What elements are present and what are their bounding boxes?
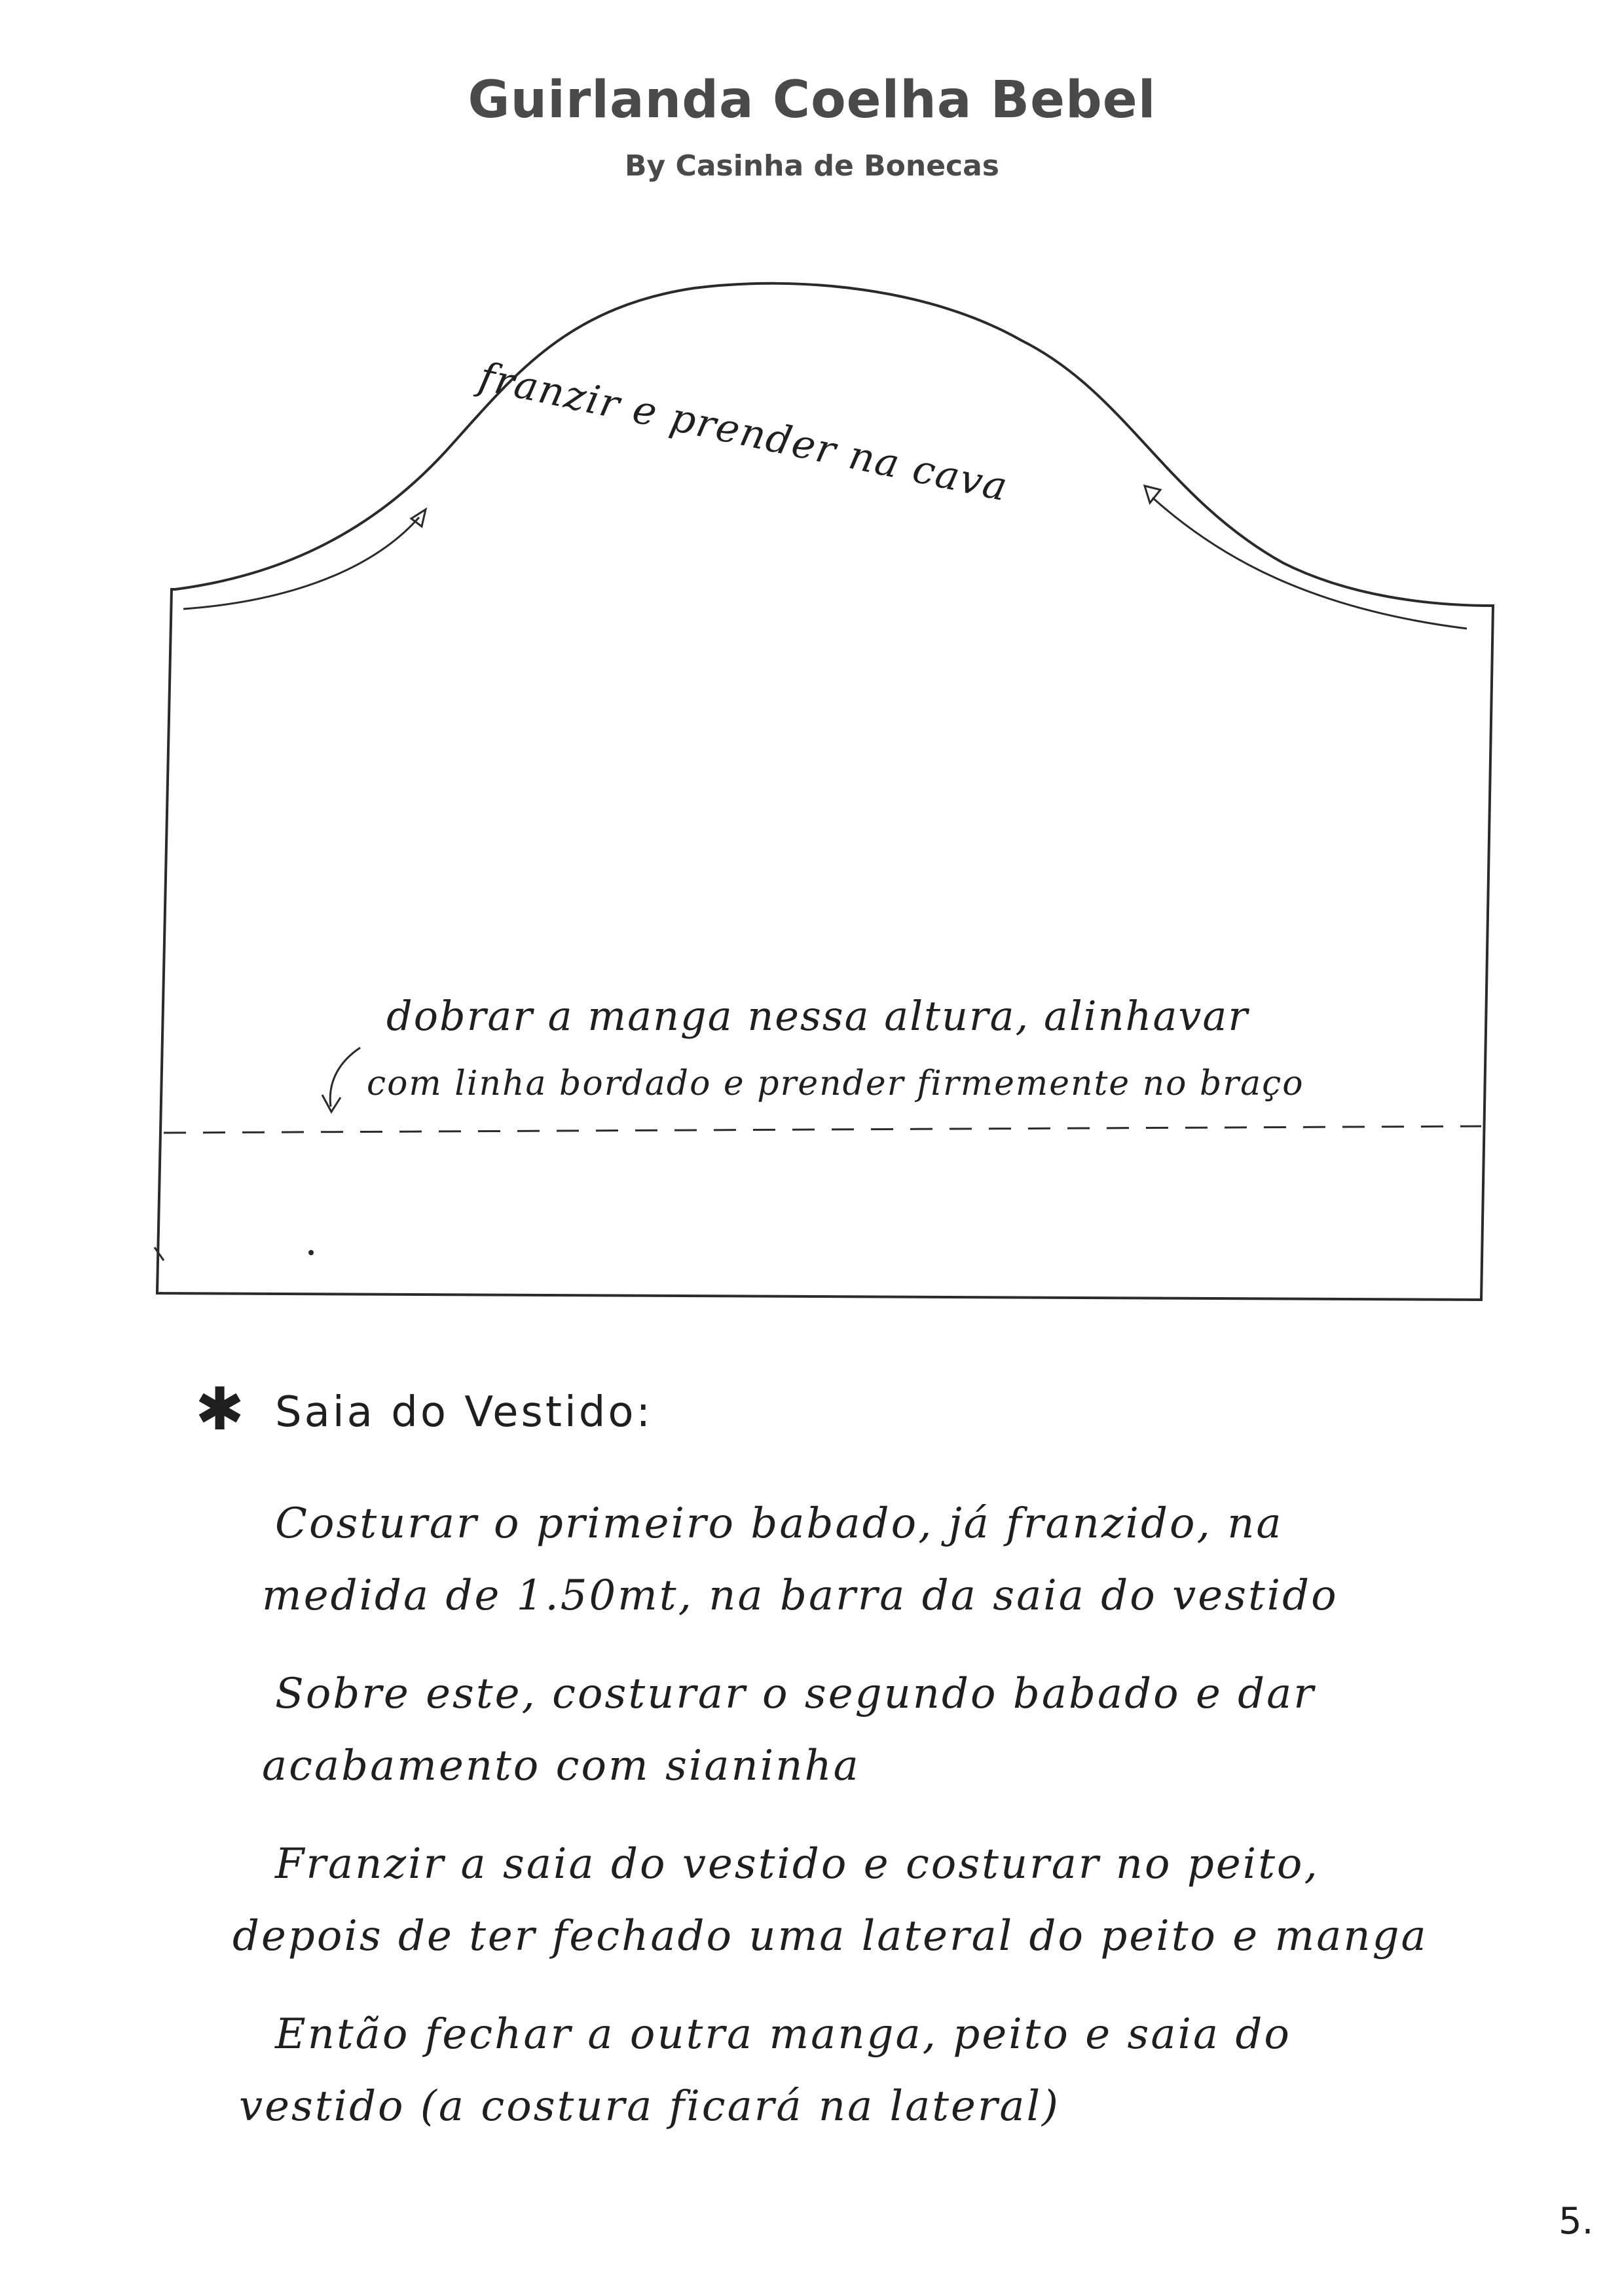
- instruction-3-line2: depois de ter fechado uma lateral do peito e manga: [232, 1912, 1428, 1960]
- instruction-4-line1: Então fechar a outra manga, peito e saia do: [275, 2010, 1291, 2059]
- instruction-2-line2: acabamento com sianinha: [262, 1742, 860, 1790]
- fold-dashed-line: [164, 1126, 1481, 1133]
- instruction-3-line1: Franzir a saia do vestido e costurar no peito,: [275, 1840, 1320, 1888]
- gather-note: franzir e prender na cava: [475, 354, 1012, 511]
- instructions-heading: Saia do Vestido:: [275, 1388, 654, 1437]
- gather-arrow-right: [1145, 486, 1160, 503]
- fold-note-line2: com linha bordado e prender firmemente no braço: [367, 1064, 1304, 1103]
- page-subtitle: By Casinha de Bonecas: [625, 149, 999, 183]
- page-title: Guirlanda Coelha Bebel: [468, 71, 1156, 130]
- fold-arrow: [330, 1048, 360, 1107]
- instruction-1-line1: Costurar o primeiro babado, já franzido, na: [275, 1499, 1283, 1548]
- instruction-1-line2: medida de 1.50mt, na barra da saia do vestido: [262, 1571, 1338, 1620]
- page-number: 5.: [1559, 2200, 1594, 2243]
- asterisk-bullet: ✱: [195, 1375, 245, 1444]
- instruction-2-line1: Sobre este, costurar o segundo babado e dar: [275, 1670, 1316, 1718]
- gather-line-right: [1153, 498, 1467, 629]
- instruction-4-line2: vestido (a costura ficará na lateral): [239, 2082, 1060, 2131]
- gather-line: [183, 517, 419, 609]
- fold-note-line1: dobrar a manga nessa altura, alinhavar: [386, 992, 1249, 1040]
- marker-dot: [308, 1250, 314, 1255]
